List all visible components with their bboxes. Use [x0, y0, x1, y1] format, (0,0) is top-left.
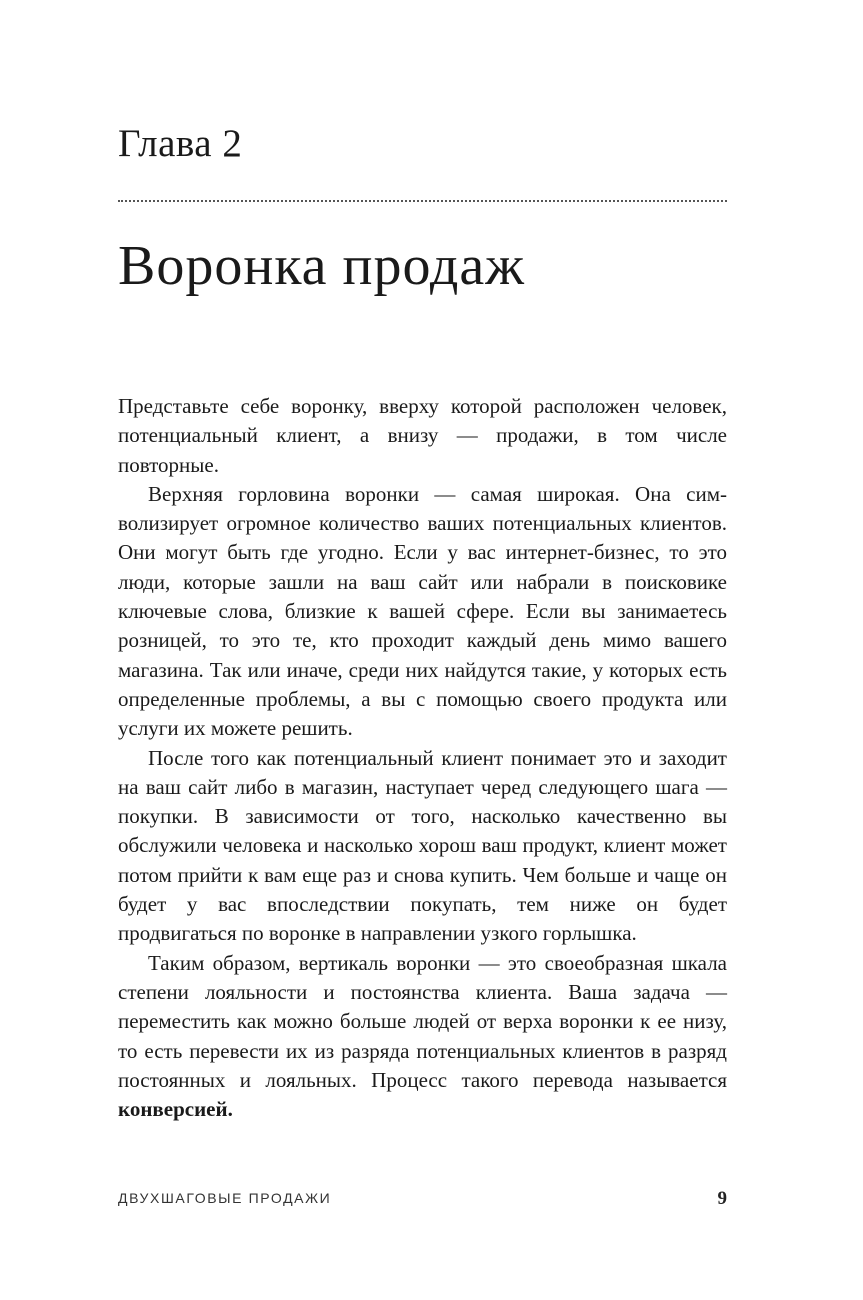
body-text	[118, 392, 727, 1124]
dotted-divider	[118, 200, 727, 202]
paragraph-3: После того как потенциальный клиент понимает это и заходит на ваш сайт либо в магазин, наступает черед следующего шага — покупки. В зависимости от того, насколько качественно вы обслужили человека и насколько хорош ваш продукт, клиент может потом прийти к вам еще раз и снова купить. Чем больше и чаще он будет у вас впоследствии покупать, тем ниже он будет продвигаться по воронке в направлении узкого горлышка.	[118, 745, 727, 946]
page-number: 9	[717, 1188, 727, 1209]
paragraph-4-text: Таким образом, вертикаль воронки — это своеобразная шкала степени лояльности и постоянства клиента. Ваша задача — переместить как можно больше людей от верха воронки к ее низу, то есть перевести их из разряда потенциальных клиентов в разряд постоянных и лояльных. Процесс такого перевода называется	[118, 950, 727, 1092]
chapter-title: Воронка продаж	[118, 235, 525, 297]
running-footer-title: ДВУХШАГОВЫЕ ПРОДАЖИ	[118, 1190, 332, 1206]
paragraph-4	[118, 949, 727, 1125]
paragraph-2: Верхняя горловина воронки — самая широкая. Она символизирует огромное количество ваших потенциальных клиентов. Они могут быть где угодно. Если у вас интернет-бизнес, то это люди, которые зашли на ваш сайт или набрали в поисковике ключевые слова, близкие к вашей сфере. Если вы занимаетесь розницей, то это те, кто проходит каждый день мимо вашего магазина. Так или иначе, среди них найдутся такие, у которых есть определенные проблемы, а вы с помощью своего продукта или услуги их можете решить.	[118, 481, 727, 741]
paragraph-1: Представьте себе воронку, вверху которой расположен человек, потенциальный клиент, а внизу — продажи, в том числе повторные.	[118, 394, 727, 477]
chapter-label: Глава 2	[118, 122, 243, 165]
bold-term: конверсией.	[118, 1097, 233, 1122]
